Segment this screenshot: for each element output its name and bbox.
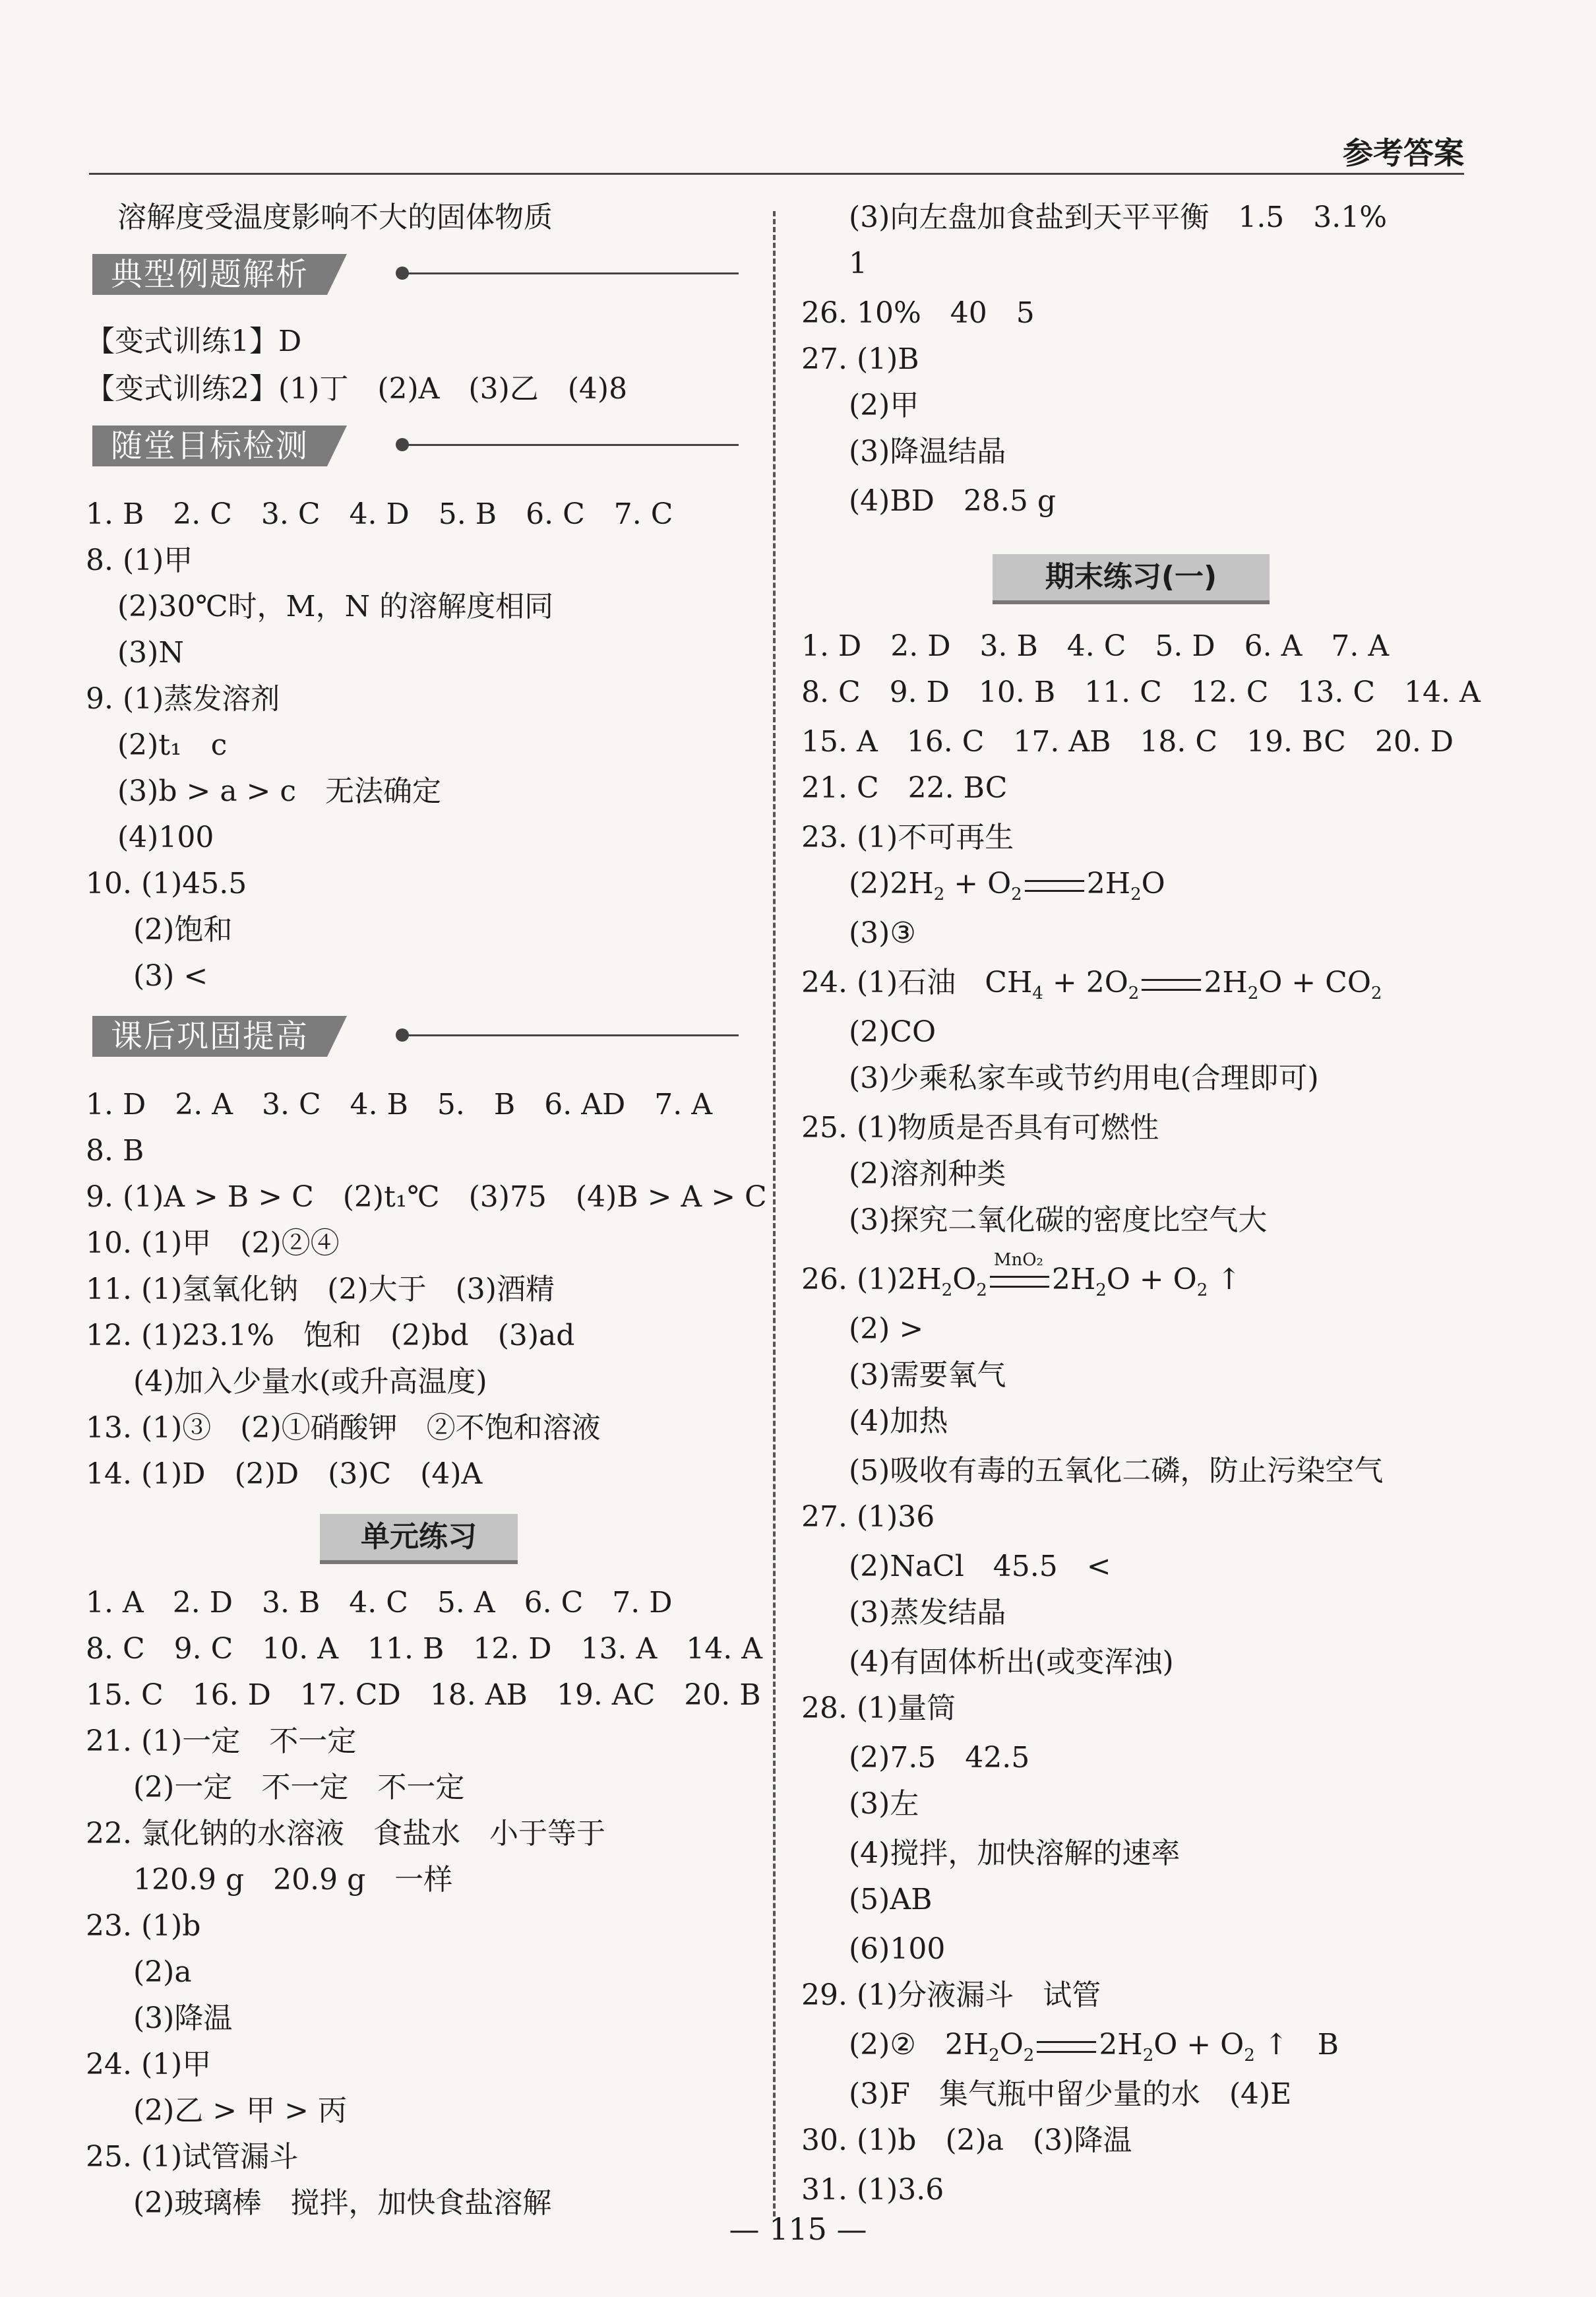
eq-sub: 4	[1032, 983, 1043, 1003]
equation-line	[801, 963, 1382, 1013]
answer-line: (2)玻璃棒 搅拌，加快食盐溶解	[133, 2186, 552, 2220]
eq-sub: 2	[1130, 884, 1142, 904]
section-rule	[402, 272, 739, 274]
answer-line: (6)100	[849, 1932, 946, 1966]
answer-line: (3)b > a > c 无法确定	[117, 774, 442, 808]
answer-line: 23. (1)b	[86, 1909, 201, 1943]
answer-line: 11. (1)氢氧化钠 (2)大于 (3)酒精	[86, 1273, 555, 1306]
answer-line: 8. C 9. C 10. A 11. B 12. D 13. A 14. A	[86, 1632, 763, 1666]
answer-line: 27. (1)B	[801, 342, 919, 376]
answer-line: 31. (1)3.6	[801, 2173, 944, 2207]
answer-line: 28. (1)量筒	[801, 1691, 956, 1725]
answer-line: 22. 氯化钠的水溶液 食盐水 小于等于	[86, 1817, 605, 1850]
answer-line: (3)降温结晶	[849, 435, 1006, 468]
eq-sub: 2	[1370, 983, 1382, 1003]
eq-text: O	[1141, 867, 1165, 900]
eq-sub: 2	[1128, 983, 1140, 1003]
answer-line: 15. C 16. D 17. CD 18. AB 19. AC 20. B	[86, 1678, 761, 1712]
eq-text: (2)② 2H	[849, 2028, 989, 2061]
eq-sub: 2	[1011, 884, 1022, 904]
eq-text: 2H	[1099, 2028, 1143, 2061]
answer-line: (4)加入少量水(或升高温度)	[133, 1365, 487, 1399]
answer-line: 120.9 g 20.9 g 一样	[133, 1863, 453, 1897]
answer-line: (2)7.5 42.5	[849, 1741, 1030, 1775]
answer-line: (3)左	[849, 1787, 919, 1821]
eq-text: O + O	[1153, 2028, 1244, 2061]
eq-sub: 2	[976, 1280, 987, 1300]
answer-line: (4)BD 28.5 g	[849, 484, 1057, 518]
eq-sub: 2	[933, 884, 945, 904]
eq-text: 2H	[1051, 1263, 1096, 1296]
answer-line: 24. (1)甲	[86, 2048, 212, 2081]
answer-line: (3)探究二氧化碳的密度比空气大	[849, 1203, 1268, 1237]
answer-line: (2)溶剂种类	[849, 1157, 1006, 1191]
eq-text: O + CO	[1258, 966, 1371, 999]
answer-line: (5)吸收有毒的五氧化二磷，防止污染空气	[849, 1454, 1384, 1488]
answer-line: (3)降温	[133, 2001, 233, 2035]
answer-line: (3)③	[849, 916, 916, 950]
answer-line: 【变式训练2】(1)丁 (2)A (3)乙 (4)8	[86, 372, 628, 406]
answer-line: 8. (1)甲	[86, 544, 193, 577]
answer-line: 21. C 22. BC	[801, 771, 1008, 805]
equation-line	[849, 864, 1165, 914]
answer-line: (2)NaCl 45.5 <	[849, 1550, 1111, 1583]
header-rule	[89, 173, 1464, 175]
answer-line: 1. D 2. D 3. B 4. C 5. D 6. A 7. A	[801, 629, 1390, 663]
section-title-box: 期末练习(一)	[993, 554, 1270, 604]
eq-text: 24. (1)石油 CH	[801, 966, 1033, 999]
answer-line: (3)F 集气瓶中留少量的水 (4)E	[849, 2077, 1292, 2111]
eq-text: O + O	[1106, 1263, 1197, 1296]
answer-line: 1. B 2. C 3. C 4. D 5. B 6. C 7. C	[86, 497, 673, 531]
eq-text: O	[999, 2028, 1024, 2061]
answer-line: 25. (1)试管漏斗	[86, 2140, 299, 2174]
answer-line: 26. 10% 40 5	[801, 296, 1035, 330]
equals-sign	[1025, 880, 1084, 892]
answer-line: (2)t₁ c	[117, 728, 228, 762]
answer-line: 9. (1)A > B > C (2)t₁℃ (3)75 (4)B > A > C	[86, 1180, 767, 1214]
eq-sub: 2	[1247, 983, 1259, 1003]
answer-line: 25. (1)物质是否具有可燃性	[801, 1111, 1159, 1145]
answer-line: 1. A 2. D 3. B 4. C 5. A 6. C 7. D	[86, 1586, 673, 1620]
answer-line: (2)a	[133, 1955, 192, 1989]
page-number: — 115 —	[729, 2211, 867, 2247]
answer-line: 1. D 2. A 3. C 4. B 5. B 6. AD 7. A	[86, 1088, 712, 1121]
answer-line: (4)100	[117, 821, 214, 854]
eq-text: + 2O	[1043, 966, 1128, 999]
eq-text: ↑ B	[1254, 2028, 1339, 2061]
answer-line: 21. (1)一定 不一定	[86, 1724, 357, 1758]
answer-line: 12. (1)23.1% 饱和 (2)bd (3)ad	[86, 1319, 575, 1352]
answer-line: (3)蒸发结晶	[849, 1596, 1006, 1629]
answer-line: 15. A 16. C 17. AB 18. C 19. BC 20. D	[801, 725, 1454, 759]
answer-line: (4)搅拌，加快溶解的速率	[849, 1837, 1181, 1870]
equation-line	[849, 2025, 1339, 2075]
answer-line: 27. (1)36	[801, 1500, 935, 1534]
answer-line: (2)乙 > 甲 > 丙	[133, 2094, 348, 2127]
answer-line: (4)有固体析出(或变浑浊)	[849, 1645, 1174, 1679]
answer-line: 8. C 9. D 10. B 11. C 12. C 13. C 14. A	[801, 676, 1481, 709]
answer-line: (2)饱和	[133, 913, 233, 947]
section-rule	[402, 444, 739, 446]
answer-line: (2)甲	[849, 389, 919, 422]
answer-line: 8. B	[86, 1134, 144, 1168]
answer-line: 29. (1)分液漏斗 试管	[801, 1978, 1101, 2012]
answer-line: 23. (1)不可再生	[801, 821, 1014, 854]
catalyst-label: MnO₂	[993, 1250, 1043, 1270]
answer-line: (5)AB	[849, 1883, 933, 1916]
eq-text: 2H	[1204, 966, 1248, 999]
equation-line	[801, 1250, 1242, 1310]
intro-line: 溶解度受温度影响不大的固体物质	[117, 201, 553, 234]
eq-sub: 2	[1196, 1280, 1208, 1300]
equals-sign	[1037, 2041, 1096, 2053]
eq-text: ↑	[1208, 1263, 1242, 1296]
section-title-box: 单元练习	[320, 1514, 518, 1564]
answer-line: (3)少乘私家车或节约用电(合理即可)	[849, 1061, 1319, 1095]
column-divider	[773, 211, 776, 2217]
answer-line: (2)30℃时，M，N 的溶解度相同	[117, 590, 554, 623]
answer-line: 13. (1)③ (2)①硝酸钾 ②不饱和溶液	[86, 1411, 601, 1445]
answer-line: 10. (1)甲 (2)②④	[86, 1226, 340, 1260]
equals-sign	[1142, 979, 1201, 991]
answer-line: 30. (1)b (2)a (3)降温	[801, 2124, 1132, 2157]
section-rule	[402, 1034, 739, 1036]
answer-line: 10. (1)45.5	[86, 867, 247, 900]
eq-text: + O	[944, 867, 1012, 900]
answer-line: (4)加热	[849, 1404, 948, 1438]
eq-sub: 2	[1023, 2045, 1035, 2065]
eq-sub: 2	[1142, 2045, 1154, 2065]
answer-line: 14. (1)D (2)D (3)C (4)A	[86, 1457, 483, 1491]
eq-sub: 2	[941, 1280, 953, 1300]
answer-line: 9. (1)蒸发溶剂	[86, 682, 280, 716]
section-title: 典型例题解析	[92, 254, 327, 295]
answer-line: (3) <	[133, 959, 208, 993]
answer-line: (3)向左盘加食盐到天平平衡 1.5 3.1%	[849, 201, 1388, 234]
eq-sub: 2	[1244, 2045, 1255, 2065]
section-title: 随堂目标检测	[92, 425, 327, 466]
eq-sub: 2	[1095, 1280, 1107, 1300]
section-title: 课后巩固提高	[92, 1016, 327, 1057]
answer-line: (3)N	[117, 636, 184, 670]
eq-text: 2H	[1086, 867, 1131, 900]
answer-line: (2)CO	[849, 1015, 936, 1049]
eq-text: (2)2H	[849, 867, 934, 900]
header-title: 参考答案	[1343, 135, 1464, 171]
answer-line: (2)一定 不一定 不一定	[133, 1771, 465, 1804]
eq-text: O	[952, 1263, 977, 1296]
answer-line: (3)需要氧气	[849, 1358, 1006, 1392]
answer-line: 【变式训练1】D	[86, 325, 302, 358]
answer-line: 1	[849, 247, 867, 280]
eq-text: 26. (1)2H	[801, 1263, 942, 1296]
eq-sub: 2	[989, 2045, 1000, 2065]
catalyst-equals	[987, 1250, 1052, 1300]
answer-line: (2) >	[849, 1312, 924, 1346]
